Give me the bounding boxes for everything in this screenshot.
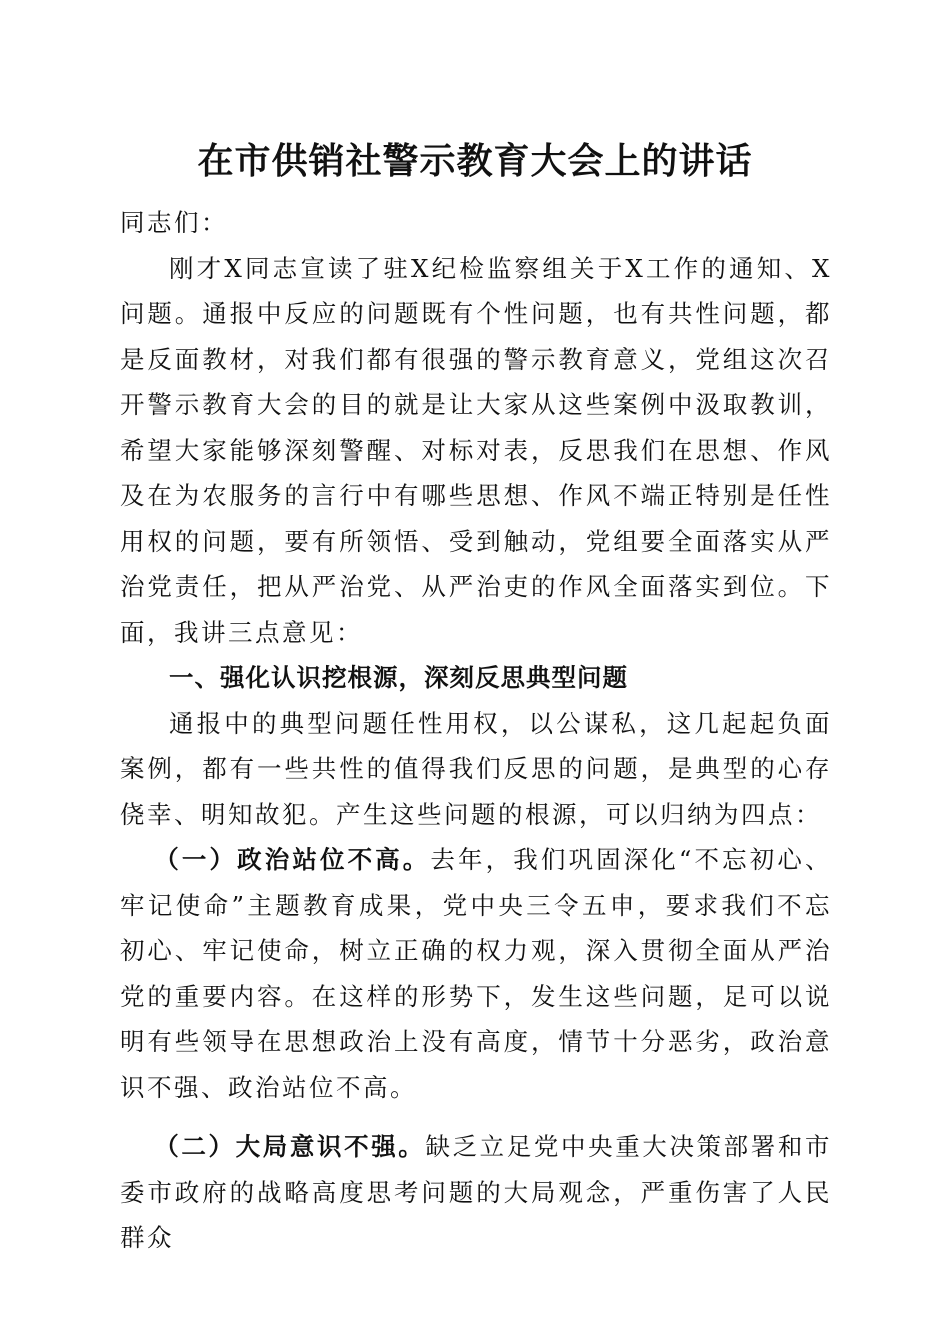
point-2-heading: （二）大局意识不强。 — [154, 1132, 426, 1161]
point-1-paragraph — [120, 837, 832, 1110]
section-1-heading: 一、强化认识挖根源，深刻反思典型问题 — [169, 663, 628, 692]
point-1-heading: （一）政治站位不高。 — [154, 845, 431, 874]
salutation: 同志们： — [120, 208, 228, 237]
point-2-text: 缺乏立足党中央重大决策部署和市委市政府的战略高度思考问题的大局观念，严重伤害了人民群众 — [120, 1132, 833, 1252]
document-title: 在市供销社警示教育大会上的讲话 — [197, 140, 753, 182]
intro-paragraph: 刚才X同志宣读了驻X纪检监察组关于X工作的通知、X问题。通报中反应的问题既有个性问题，也有共性问题，都是反面教材，对我们都有很强的警示教育意义，党组这次召开警示教育大会的目的就是让大家从这些案例中汲取教训，希望大家能够深刻警醒、对标对表，反思我们在思想、作风及在为农服务的言行中有哪些思想、作风不端正特别是任性用权的问题，要有所领悟、受到触动，党组要全面落实从严治党责任，把从严治党、从严治吏的作风全面落实到位。下面，我讲三点意见： — [120, 253, 832, 647]
document-body — [120, 200, 832, 1261]
point-2-paragraph — [120, 1124, 832, 1261]
point-1-text: 去年，我们巩固深化“不忘初心、牢记使命”主题教育成果，党中央三令五申，要求我们不忘初心、牢记使命，树立正确的权力观，深入贯彻全面从严治党的重要内容。在这样的形势下，发生这些问题，足可以说明有些领导在思想政治上没有高度，情节十分恶劣，政治意识不强、政治站位不高。 — [120, 845, 833, 1102]
section-1-paragraph: 通报中的典型问题任性用权，以公谋私，这几起起负面案例，都有一些共性的值得我们反思的问题，是典型的心存侥幸、明知故犯。产生这些问题的根源，可以归纳为四点： — [120, 708, 832, 829]
